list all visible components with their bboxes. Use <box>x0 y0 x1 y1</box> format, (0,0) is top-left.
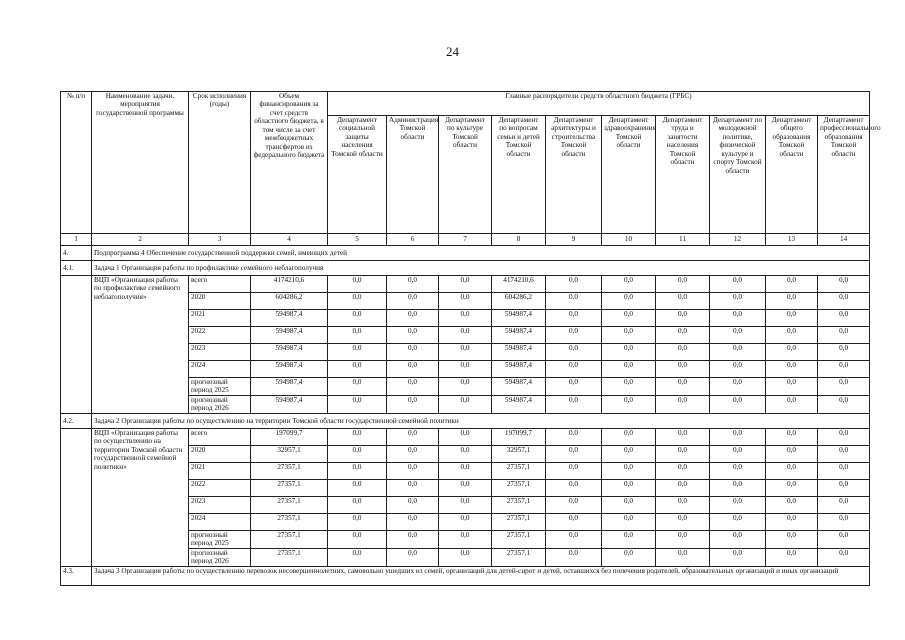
grbs-value-cell: 0,0 <box>546 428 602 445</box>
volume-cell: 27357,1 <box>251 530 328 548</box>
volume-cell: 594987,4 <box>251 344 328 361</box>
table-row <box>61 428 870 445</box>
header-grbs-group: Главные распорядители средств областного бюджета (ГРБС) <box>328 92 870 116</box>
grbs-value-cell: 0,0 <box>818 496 870 513</box>
grbs-value-cell: 0,0 <box>439 276 492 293</box>
term-cell: 2021 <box>189 462 251 479</box>
grbs-value-cell: 27357,1 <box>492 479 546 496</box>
grbs-value-cell: 0,0 <box>546 496 602 513</box>
grbs-value-cell: 0,0 <box>439 479 492 496</box>
grbs-value-cell: 0,0 <box>818 428 870 445</box>
grbs-value-cell: 0,0 <box>387 513 439 530</box>
grbs-value-cell: 0,0 <box>387 293 439 310</box>
grbs-value-cell: 0,0 <box>602 530 656 548</box>
grbs-value-cell: 0,0 <box>656 445 710 462</box>
volume-cell: 27357,1 <box>251 479 328 496</box>
grbs-value-cell: 0,0 <box>328 428 387 445</box>
grbs-value-cell: 0,0 <box>656 276 710 293</box>
term-cell: 2022 <box>189 327 251 344</box>
grbs-value-cell: 0,0 <box>766 327 818 344</box>
grbs-value-cell: 0,0 <box>766 445 818 462</box>
grbs-value-cell: 0,0 <box>602 513 656 530</box>
grbs-value-cell: 0,0 <box>710 530 766 548</box>
grbs-value-cell: 0,0 <box>328 327 387 344</box>
grbs-value-cell: 4174210,6 <box>492 276 546 293</box>
grbs-value-cell: 0,0 <box>546 378 602 396</box>
task-row <box>61 261 870 276</box>
grbs-value-cell: 0,0 <box>439 462 492 479</box>
grbs-value-cell: 0,0 <box>439 513 492 530</box>
grbs-value-cell: 594987,4 <box>492 378 546 396</box>
subprogram-title: Подпрограмма 4 Обеспечение государственной поддержки семей, имеющих детей <box>92 246 870 261</box>
grbs-value-cell: 0,0 <box>387 445 439 462</box>
grbs-value-cell: 0,0 <box>766 310 818 327</box>
grbs-value-cell: 27357,1 <box>492 462 546 479</box>
grbs-value-cell: 0,0 <box>546 530 602 548</box>
grbs-value-cell: 0,0 <box>602 548 656 566</box>
grbs-value-cell: 0,0 <box>766 344 818 361</box>
grbs-value-cell: 27357,1 <box>492 496 546 513</box>
grbs-value-cell: 0,0 <box>602 327 656 344</box>
grbs-value-cell: 0,0 <box>546 445 602 462</box>
grbs-value-cell: 0,0 <box>328 361 387 378</box>
grbs-value-cell: 594987,4 <box>492 395 546 413</box>
grbs-value-cell: 0,0 <box>602 310 656 327</box>
grbs-value-cell: 0,0 <box>439 344 492 361</box>
grbs-value-cell: 0,0 <box>766 395 818 413</box>
grbs-value-cell: 0,0 <box>766 276 818 293</box>
header-volume: Объем финансирования за счет средств областного бюджета, в том числе за счет межбюджетных трансфертов из федерального бюджета <box>251 92 328 234</box>
header-grbs-5: Департамент архитектуры и строительства Томской области <box>546 116 602 234</box>
column-number: 8 <box>492 234 546 246</box>
term-cell: прогнозный период 2025 <box>189 530 251 548</box>
volume-cell: 594987,4 <box>251 327 328 344</box>
term-cell: 2023 <box>189 344 251 361</box>
grbs-value-cell: 0,0 <box>439 530 492 548</box>
task-num: 4.3. <box>61 566 92 585</box>
volume-cell: 27357,1 <box>251 548 328 566</box>
grbs-value-cell: 0,0 <box>328 344 387 361</box>
grbs-value-cell: 0,0 <box>818 479 870 496</box>
grbs-value-cell: 0,0 <box>766 361 818 378</box>
task-row <box>61 413 870 428</box>
task-title: Задача 2 Организация работы по осуществлению на территории Томской области государственной семейной политики <box>92 413 870 428</box>
grbs-value-cell: 0,0 <box>439 327 492 344</box>
grbs-value-cell: 0,0 <box>328 496 387 513</box>
grbs-value-cell: 27357,1 <box>492 530 546 548</box>
grbs-value-cell: 0,0 <box>439 395 492 413</box>
grbs-value-cell: 0,0 <box>328 479 387 496</box>
grbs-value-cell: 32957,1 <box>492 445 546 462</box>
grbs-value-cell: 604286,2 <box>492 293 546 310</box>
grbs-value-cell: 0,0 <box>602 445 656 462</box>
grbs-value-cell: 0,0 <box>439 293 492 310</box>
grbs-value-cell: 0,0 <box>766 479 818 496</box>
grbs-value-cell: 0,0 <box>328 445 387 462</box>
task-num: 4.1. <box>61 261 92 276</box>
grbs-value-cell: 0,0 <box>766 428 818 445</box>
grbs-value-cell: 0,0 <box>710 293 766 310</box>
grbs-value-cell: 0,0 <box>387 530 439 548</box>
grbs-value-cell: 27357,1 <box>492 548 546 566</box>
grbs-value-cell: 0,0 <box>387 462 439 479</box>
grbs-value-cell: 0,0 <box>766 293 818 310</box>
grbs-value-cell: 0,0 <box>710 276 766 293</box>
grbs-value-cell: 0,0 <box>439 310 492 327</box>
header-num: № п/п <box>61 92 92 234</box>
grbs-value-cell: 0,0 <box>818 445 870 462</box>
grbs-value-cell: 0,0 <box>656 513 710 530</box>
grbs-value-cell: 0,0 <box>656 530 710 548</box>
subprogram-num: 4. <box>61 246 92 261</box>
volume-cell: 27357,1 <box>251 513 328 530</box>
program-name: ВЦП «Организация работы по осуществлению на территории Томской области государственной семейной политики» <box>92 428 189 566</box>
grbs-value-cell: 0,0 <box>710 361 766 378</box>
grbs-value-cell: 0,0 <box>656 327 710 344</box>
grbs-value-cell: 0,0 <box>710 395 766 413</box>
grbs-value-cell: 0,0 <box>710 344 766 361</box>
column-number: 7 <box>439 234 492 246</box>
volume-cell: 594987,4 <box>251 361 328 378</box>
grbs-value-cell: 0,0 <box>766 496 818 513</box>
column-number: 9 <box>546 234 602 246</box>
grbs-value-cell: 0,0 <box>656 378 710 396</box>
grbs-value-cell: 0,0 <box>602 378 656 396</box>
task-num: 4.2. <box>61 413 92 428</box>
grbs-value-cell: 0,0 <box>710 462 766 479</box>
grbs-value-cell: 0,0 <box>387 496 439 513</box>
column-number: 3 <box>189 234 251 246</box>
grbs-value-cell: 0,0 <box>818 378 870 396</box>
grbs-value-cell: 0,0 <box>656 479 710 496</box>
grbs-value-cell: 0,0 <box>546 513 602 530</box>
grbs-value-cell: 0,0 <box>656 496 710 513</box>
volume-cell: 4174210,6 <box>251 276 328 293</box>
volume-cell: 27357,1 <box>251 462 328 479</box>
grbs-value-cell: 0,0 <box>439 361 492 378</box>
grbs-value-cell: 0,0 <box>387 276 439 293</box>
grbs-value-cell: 0,0 <box>602 428 656 445</box>
grbs-value-cell: 594987,4 <box>492 327 546 344</box>
grbs-value-cell: 0,0 <box>818 327 870 344</box>
row-index-blank <box>61 276 92 414</box>
volume-cell: 604286,2 <box>251 293 328 310</box>
header-grbs-1: Департамент социальной защиты населения Томской области <box>328 116 387 234</box>
grbs-value-cell: 0,0 <box>602 361 656 378</box>
term-cell: 2020 <box>189 293 251 310</box>
grbs-value-cell: 0,0 <box>387 327 439 344</box>
grbs-value-cell: 0,0 <box>546 310 602 327</box>
term-cell: прогнозный период 2026 <box>189 395 251 413</box>
header-grbs-3: Департамент по культуре Томской области <box>439 116 492 234</box>
grbs-value-cell: 0,0 <box>818 361 870 378</box>
term-cell: 2023 <box>189 496 251 513</box>
grbs-value-cell: 0,0 <box>710 548 766 566</box>
grbs-value-cell: 0,0 <box>328 513 387 530</box>
grbs-value-cell: 0,0 <box>328 462 387 479</box>
grbs-value-cell: 0,0 <box>328 548 387 566</box>
header-grbs-9: Департамент общего образования Томской области <box>766 116 818 234</box>
program-name: ВЦП «Организация работы по профилактике семейного неблагополучия» <box>92 276 189 414</box>
task-row <box>61 566 870 585</box>
grbs-value-cell: 0,0 <box>818 530 870 548</box>
task-title: Задача 3 Организация работы по осуществлению перевозок несовершеннолетних, самовольно ушедших из семей, организаций для детей-сирот и детей, оставшихся без попечения родителей, образовательных организаций и иных организаций <box>92 566 870 585</box>
column-number: 11 <box>656 234 710 246</box>
header-grbs-10: Департамент профессионального образования Томской области <box>818 116 870 234</box>
grbs-value-cell: 0,0 <box>387 310 439 327</box>
header-grbs-2: Администрация Томской области <box>387 116 439 234</box>
task-title: Задача 1 Организация работы по профилактике семейного неблагополучия <box>92 261 870 276</box>
grbs-value-cell: 0,0 <box>546 462 602 479</box>
grbs-value-cell: 0,0 <box>602 276 656 293</box>
page-number: 24 <box>446 44 459 59</box>
header-grbs-7: Департамент труда и занятости населения Томской области <box>656 116 710 234</box>
grbs-value-cell: 0,0 <box>546 344 602 361</box>
volume-cell: 197099,7 <box>251 428 328 445</box>
grbs-value-cell: 0,0 <box>818 293 870 310</box>
grbs-value-cell: 0,0 <box>818 344 870 361</box>
volume-cell: 27357,1 <box>251 496 328 513</box>
grbs-value-cell: 0,0 <box>766 462 818 479</box>
grbs-value-cell: 0,0 <box>387 378 439 396</box>
column-number: 6 <box>387 234 439 246</box>
grbs-value-cell: 0,0 <box>710 496 766 513</box>
grbs-value-cell: 0,0 <box>602 344 656 361</box>
grbs-value-cell: 0,0 <box>439 548 492 566</box>
grbs-value-cell: 0,0 <box>328 293 387 310</box>
grbs-value-cell: 0,0 <box>766 548 818 566</box>
grbs-value-cell: 0,0 <box>818 276 870 293</box>
grbs-value-cell: 0,0 <box>387 548 439 566</box>
term-cell: всего <box>189 276 251 293</box>
header-term: Срок исполнения (годы) <box>189 92 251 234</box>
grbs-value-cell: 0,0 <box>546 361 602 378</box>
grbs-value-cell: 0,0 <box>439 428 492 445</box>
grbs-value-cell: 0,0 <box>710 513 766 530</box>
grbs-value-cell: 0,0 <box>818 548 870 566</box>
grbs-value-cell: 0,0 <box>656 361 710 378</box>
grbs-value-cell: 0,0 <box>710 445 766 462</box>
column-number: 2 <box>92 234 189 246</box>
header-grbs-8: Департамент по молодежной политике, физической культуре и спорту Томской области <box>710 116 766 234</box>
grbs-value-cell: 0,0 <box>602 395 656 413</box>
column-number-row <box>61 234 870 246</box>
column-number: 14 <box>818 234 870 246</box>
grbs-value-cell: 0,0 <box>602 462 656 479</box>
grbs-value-cell: 0,0 <box>546 548 602 566</box>
grbs-value-cell: 0,0 <box>656 548 710 566</box>
grbs-value-cell: 0,0 <box>818 395 870 413</box>
column-number: 10 <box>602 234 656 246</box>
grbs-value-cell: 27357,1 <box>492 513 546 530</box>
grbs-value-cell: 594987,4 <box>492 344 546 361</box>
grbs-value-cell: 0,0 <box>656 293 710 310</box>
grbs-value-cell: 0,0 <box>656 310 710 327</box>
grbs-value-cell: 0,0 <box>710 378 766 396</box>
grbs-value-cell: 0,0 <box>328 276 387 293</box>
grbs-value-cell: 0,0 <box>439 378 492 396</box>
grbs-value-cell: 0,0 <box>387 344 439 361</box>
grbs-value-cell: 0,0 <box>439 445 492 462</box>
grbs-value-cell: 0,0 <box>656 395 710 413</box>
grbs-value-cell: 0,0 <box>546 479 602 496</box>
column-number: 5 <box>328 234 387 246</box>
volume-cell: 594987,4 <box>251 395 328 413</box>
volume-cell: 32957,1 <box>251 445 328 462</box>
volume-cell: 594987,4 <box>251 378 328 396</box>
grbs-value-cell: 0,0 <box>710 428 766 445</box>
grbs-value-cell: 197099,7 <box>492 428 546 445</box>
grbs-value-cell: 0,0 <box>656 428 710 445</box>
grbs-value-cell: 0,0 <box>602 479 656 496</box>
grbs-value-cell: 0,0 <box>328 395 387 413</box>
column-number: 13 <box>766 234 818 246</box>
budget-table <box>60 91 881 586</box>
term-cell: прогнозный период 2026 <box>189 548 251 566</box>
grbs-value-cell: 0,0 <box>387 361 439 378</box>
grbs-value-cell: 0,0 <box>546 395 602 413</box>
grbs-value-cell: 0,0 <box>328 530 387 548</box>
grbs-value-cell: 0,0 <box>387 428 439 445</box>
grbs-value-cell: 0,0 <box>818 462 870 479</box>
grbs-value-cell: 0,0 <box>818 513 870 530</box>
grbs-value-cell: 0,0 <box>439 496 492 513</box>
term-cell: 2020 <box>189 445 251 462</box>
grbs-value-cell: 594987,4 <box>492 310 546 327</box>
term-cell: 2021 <box>189 310 251 327</box>
term-cell: 2024 <box>189 513 251 530</box>
grbs-value-cell: 0,0 <box>710 479 766 496</box>
row-index-blank <box>61 428 92 566</box>
grbs-value-cell: 0,0 <box>328 378 387 396</box>
grbs-value-cell: 0,0 <box>387 395 439 413</box>
grbs-value-cell: 0,0 <box>766 378 818 396</box>
grbs-value-cell: 0,0 <box>546 276 602 293</box>
column-number: 12 <box>710 234 766 246</box>
grbs-value-cell: 594987,4 <box>492 361 546 378</box>
term-cell: всего <box>189 428 251 445</box>
grbs-value-cell: 0,0 <box>602 293 656 310</box>
grbs-value-cell: 0,0 <box>656 462 710 479</box>
grbs-value-cell: 0,0 <box>656 344 710 361</box>
header-name: Наименование задачи, мероприятия государственной программы <box>92 92 189 234</box>
grbs-value-cell: 0,0 <box>602 496 656 513</box>
table-row <box>61 276 870 293</box>
subprogram-row <box>61 246 870 261</box>
grbs-value-cell: 0,0 <box>710 310 766 327</box>
grbs-value-cell: 0,0 <box>766 513 818 530</box>
volume-cell: 594987,4 <box>251 310 328 327</box>
column-number: 4 <box>251 234 328 246</box>
grbs-value-cell: 0,0 <box>387 479 439 496</box>
header-grbs-4: Департамент по вопросам семьи и детей Томской области <box>492 116 546 234</box>
term-cell: прогнозный период 2025 <box>189 378 251 396</box>
grbs-value-cell: 0,0 <box>818 310 870 327</box>
grbs-value-cell: 0,0 <box>710 327 766 344</box>
column-number: 1 <box>61 234 92 246</box>
term-cell: 2022 <box>189 479 251 496</box>
grbs-value-cell: 0,0 <box>328 310 387 327</box>
grbs-value-cell: 0,0 <box>766 530 818 548</box>
grbs-value-cell: 0,0 <box>546 327 602 344</box>
header-grbs-6: Департамент здравоохранения Томской области <box>602 116 656 234</box>
grbs-value-cell: 0,0 <box>546 293 602 310</box>
term-cell: 2024 <box>189 361 251 378</box>
